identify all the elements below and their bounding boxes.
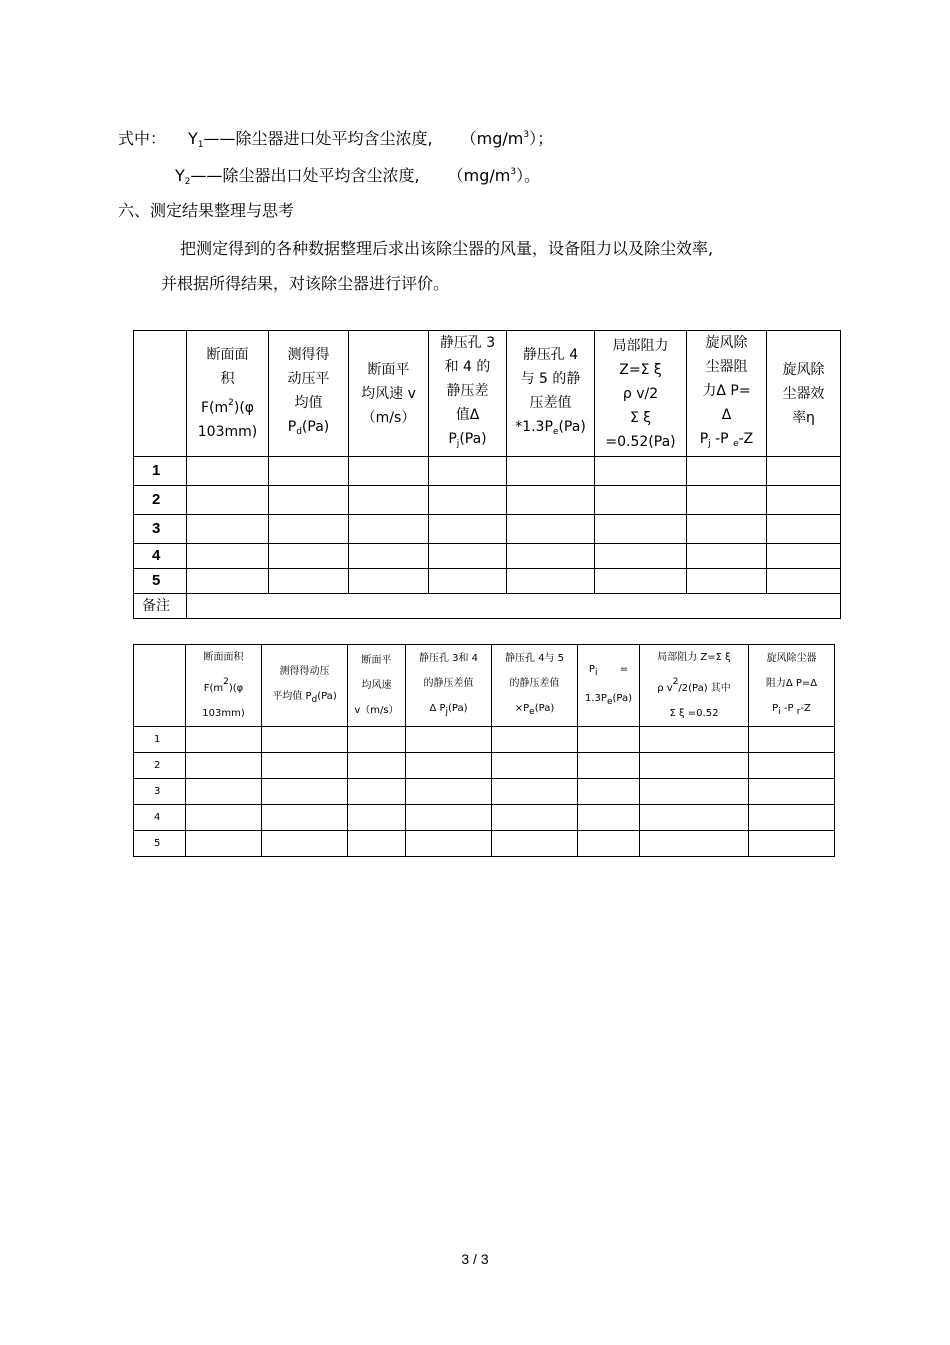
y2-unit: （mg/m <box>447 166 511 185</box>
table1-cell[interactable] <box>767 544 841 569</box>
results-table-1 <box>133 330 841 619</box>
table2-row <box>134 831 835 857</box>
table2-row <box>134 779 835 805</box>
y1-symbol: Y <box>188 129 198 148</box>
y2-description: ——除尘器出口处平均含尘浓度, <box>190 166 420 185</box>
table2-header-cell: 旋风除尘器 阻力Δ P=Δ Pi -P r-Z <box>749 645 835 727</box>
section-paragraph-line2: 并根据所得结果，对该除尘器进行评价。 <box>161 274 450 293</box>
table1-cell[interactable] <box>507 457 595 486</box>
table2-row <box>134 805 835 831</box>
table2-cell[interactable] <box>749 753 835 779</box>
table2-row-number: 4 <box>134 805 186 831</box>
table2-cell[interactable] <box>640 805 749 831</box>
table2-cell[interactable] <box>578 727 640 753</box>
table1-cell[interactable] <box>429 486 507 515</box>
table1-cell[interactable] <box>429 544 507 569</box>
y1-unit-sup: 3 <box>523 130 530 140</box>
table1-header-cell: 断面平 均风速 v （m/s） <box>349 331 429 457</box>
table2-cell[interactable] <box>348 779 406 805</box>
table1-header-cell: 测得得 动压平 均值 $P_d(Pa)$ <box>269 331 349 457</box>
table2-cell[interactable] <box>186 805 262 831</box>
table2-cell[interactable] <box>640 831 749 857</box>
table2-cell[interactable] <box>406 753 492 779</box>
table1-row <box>134 569 841 594</box>
table1-cell[interactable] <box>187 486 269 515</box>
table2-header-cell: Pi = 1.3Pe(Pa) <box>578 645 640 727</box>
table1-cell[interactable] <box>349 515 429 544</box>
table2-cell[interactable] <box>640 753 749 779</box>
table1-cell[interactable] <box>595 486 687 515</box>
table2-cell[interactable] <box>749 727 835 753</box>
table1-cell[interactable] <box>349 486 429 515</box>
table2-cell[interactable] <box>262 779 348 805</box>
y2-unit-sup: 3 <box>510 167 517 177</box>
table1-row-number: 1 <box>134 457 187 486</box>
table1-cell[interactable] <box>687 544 767 569</box>
section-heading: 六、测定结果整理与思考 <box>118 201 295 220</box>
table2-header-cell: 断面面积 F(m2)(φ 103mm) <box>186 645 262 727</box>
table1-cell[interactable] <box>187 457 269 486</box>
table1-cell[interactable] <box>269 486 349 515</box>
table2-cell[interactable] <box>348 753 406 779</box>
table2-cell[interactable] <box>749 779 835 805</box>
page-number: 3 / 3 <box>461 1251 489 1267</box>
table1-cell[interactable] <box>687 486 767 515</box>
table1-cell[interactable] <box>349 569 429 594</box>
table2-header-cell: 测得得动压 平均值 Pd(Pa) <box>262 645 348 727</box>
table2-cell[interactable] <box>492 805 578 831</box>
table2-cell[interactable] <box>578 805 640 831</box>
table1-row <box>134 515 841 544</box>
formula-note-y2 <box>175 161 540 193</box>
table2-header-cell: 静压孔 3和 4 的静压差值 Δ Pj(Pa) <box>406 645 492 727</box>
table2-cell[interactable] <box>492 727 578 753</box>
table1-cell[interactable] <box>187 544 269 569</box>
table1-cell[interactable] <box>187 569 269 594</box>
table1-remark-label: 备注 <box>134 594 187 619</box>
y2-end: ）。 <box>516 166 541 185</box>
table2-cell[interactable] <box>186 727 262 753</box>
table1-cell[interactable] <box>269 544 349 569</box>
table1-header-cell: 静压孔 4 与 5 的静 压差值 $*1.3P_e(Pa)$ <box>507 331 595 457</box>
table2-header-cell <box>134 645 186 727</box>
table2-cell[interactable] <box>749 831 835 857</box>
table1-cell[interactable] <box>687 515 767 544</box>
table1-row-number: 2 <box>134 486 187 515</box>
table2-cell[interactable] <box>406 831 492 857</box>
table1-cell[interactable] <box>767 486 841 515</box>
table1-remark-row <box>134 594 841 619</box>
table2-cell[interactable] <box>262 831 348 857</box>
table1-cell[interactable] <box>429 515 507 544</box>
table1-header-cell: 局部阻力 Z=Σ ξ ρ v/2 Σ ξ =0.52(Pa) <box>595 331 687 457</box>
table2-header-row <box>134 645 835 727</box>
table2-cell[interactable] <box>406 727 492 753</box>
table2-cell[interactable] <box>262 727 348 753</box>
table2-cell[interactable] <box>262 805 348 831</box>
table1-header-cell: 旋风除 尘器阻 力Δ P= Δ $P_j$ -P $_e$-Z <box>687 331 767 457</box>
table2-cell[interactable] <box>749 805 835 831</box>
formula-prefix: 式中： <box>118 129 167 148</box>
table2-header-cell: 局部阻力 Z=Σ ξ ρ v2/2(Pa) 其中 Σ ξ =0.52 <box>640 645 749 727</box>
table1-row-number: 4 <box>134 544 187 569</box>
table1-cell[interactable] <box>767 515 841 544</box>
table2-cell[interactable] <box>186 753 262 779</box>
table2-cell[interactable] <box>492 753 578 779</box>
table1-cell[interactable] <box>595 569 687 594</box>
table1-row <box>134 486 841 515</box>
table2-cell[interactable] <box>492 779 578 805</box>
y2-subscript: 2 <box>184 177 191 187</box>
table1-cell[interactable] <box>429 457 507 486</box>
table2-cell[interactable] <box>492 831 578 857</box>
table2-cell[interactable] <box>262 753 348 779</box>
table2-row-number: 1 <box>134 727 186 753</box>
table1-cell[interactable] <box>767 457 841 486</box>
y1-end: ）； <box>529 129 554 148</box>
table1-cell[interactable] <box>595 515 687 544</box>
y1-description: ——除尘器进口处平均含尘浓度, <box>203 129 433 148</box>
section-paragraph-line1: 把测定得到的各种数据整理后求出该除尘器的风量，设备阻力以及除尘效率, <box>180 239 714 258</box>
table2-row <box>134 727 835 753</box>
table1-header-row <box>134 331 841 457</box>
table1-cell[interactable] <box>269 515 349 544</box>
table1-cell[interactable] <box>595 544 687 569</box>
table1-row <box>134 544 841 569</box>
formula-note-y1 <box>118 124 553 156</box>
table2-cell[interactable] <box>348 805 406 831</box>
table1-cell[interactable] <box>507 515 595 544</box>
table1-cell[interactable] <box>187 515 269 544</box>
results-table-2 <box>133 644 835 857</box>
table2-cell[interactable] <box>406 805 492 831</box>
table2-row-number: 5 <box>134 831 186 857</box>
table2-cell[interactable] <box>348 831 406 857</box>
table1-header-cell: 断面面 积 $F(m^2)(\varphi$ 103mm) <box>187 331 269 457</box>
table2-cell[interactable] <box>578 779 640 805</box>
table1-cell[interactable] <box>687 457 767 486</box>
table2-row-number: 2 <box>134 753 186 779</box>
table1-header-cell <box>134 331 187 457</box>
table2-cell[interactable] <box>640 779 749 805</box>
table1-cell[interactable] <box>767 569 841 594</box>
table1-row-number: 3 <box>134 515 187 544</box>
table1-cell[interactable] <box>507 544 595 569</box>
table1-cell[interactable] <box>507 486 595 515</box>
table1-header-cell: 旋风除 尘器效 率η <box>767 331 841 457</box>
table2-cell[interactable] <box>578 831 640 857</box>
table1-header-cell: 静压孔 3 和 4 的 静压差 值Δ $P_j(Pa)$ <box>429 331 507 457</box>
table1-row-number: 5 <box>134 569 187 594</box>
y2-symbol: Y <box>175 166 185 185</box>
table2-row <box>134 753 835 779</box>
table2-cell[interactable] <box>348 727 406 753</box>
table2-header-cell: 断面平 均风速 v（m/s） <box>348 645 406 727</box>
table1-remark-cell[interactable] <box>187 594 841 619</box>
table1-cell[interactable] <box>269 569 349 594</box>
table1-cell[interactable] <box>507 569 595 594</box>
table2-row-number: 3 <box>134 779 186 805</box>
table1-cell[interactable] <box>595 457 687 486</box>
table1-cell[interactable] <box>349 544 429 569</box>
table1-row <box>134 457 841 486</box>
table1-cell[interactable] <box>269 457 349 486</box>
y1-subscript: 1 <box>197 140 204 150</box>
table2-cell[interactable] <box>578 753 640 779</box>
y1-unit: （mg/m <box>460 129 524 148</box>
table2-cell[interactable] <box>640 727 749 753</box>
table1-cell[interactable] <box>349 457 429 486</box>
table2-cell[interactable] <box>186 831 262 857</box>
table1-cell[interactable] <box>687 569 767 594</box>
table2-header-cell: 静压孔 4与 5 的静压差值 ×Pe(Pa) <box>492 645 578 727</box>
table2-cell[interactable] <box>406 779 492 805</box>
table2-cell[interactable] <box>186 779 262 805</box>
table1-cell[interactable] <box>429 569 507 594</box>
